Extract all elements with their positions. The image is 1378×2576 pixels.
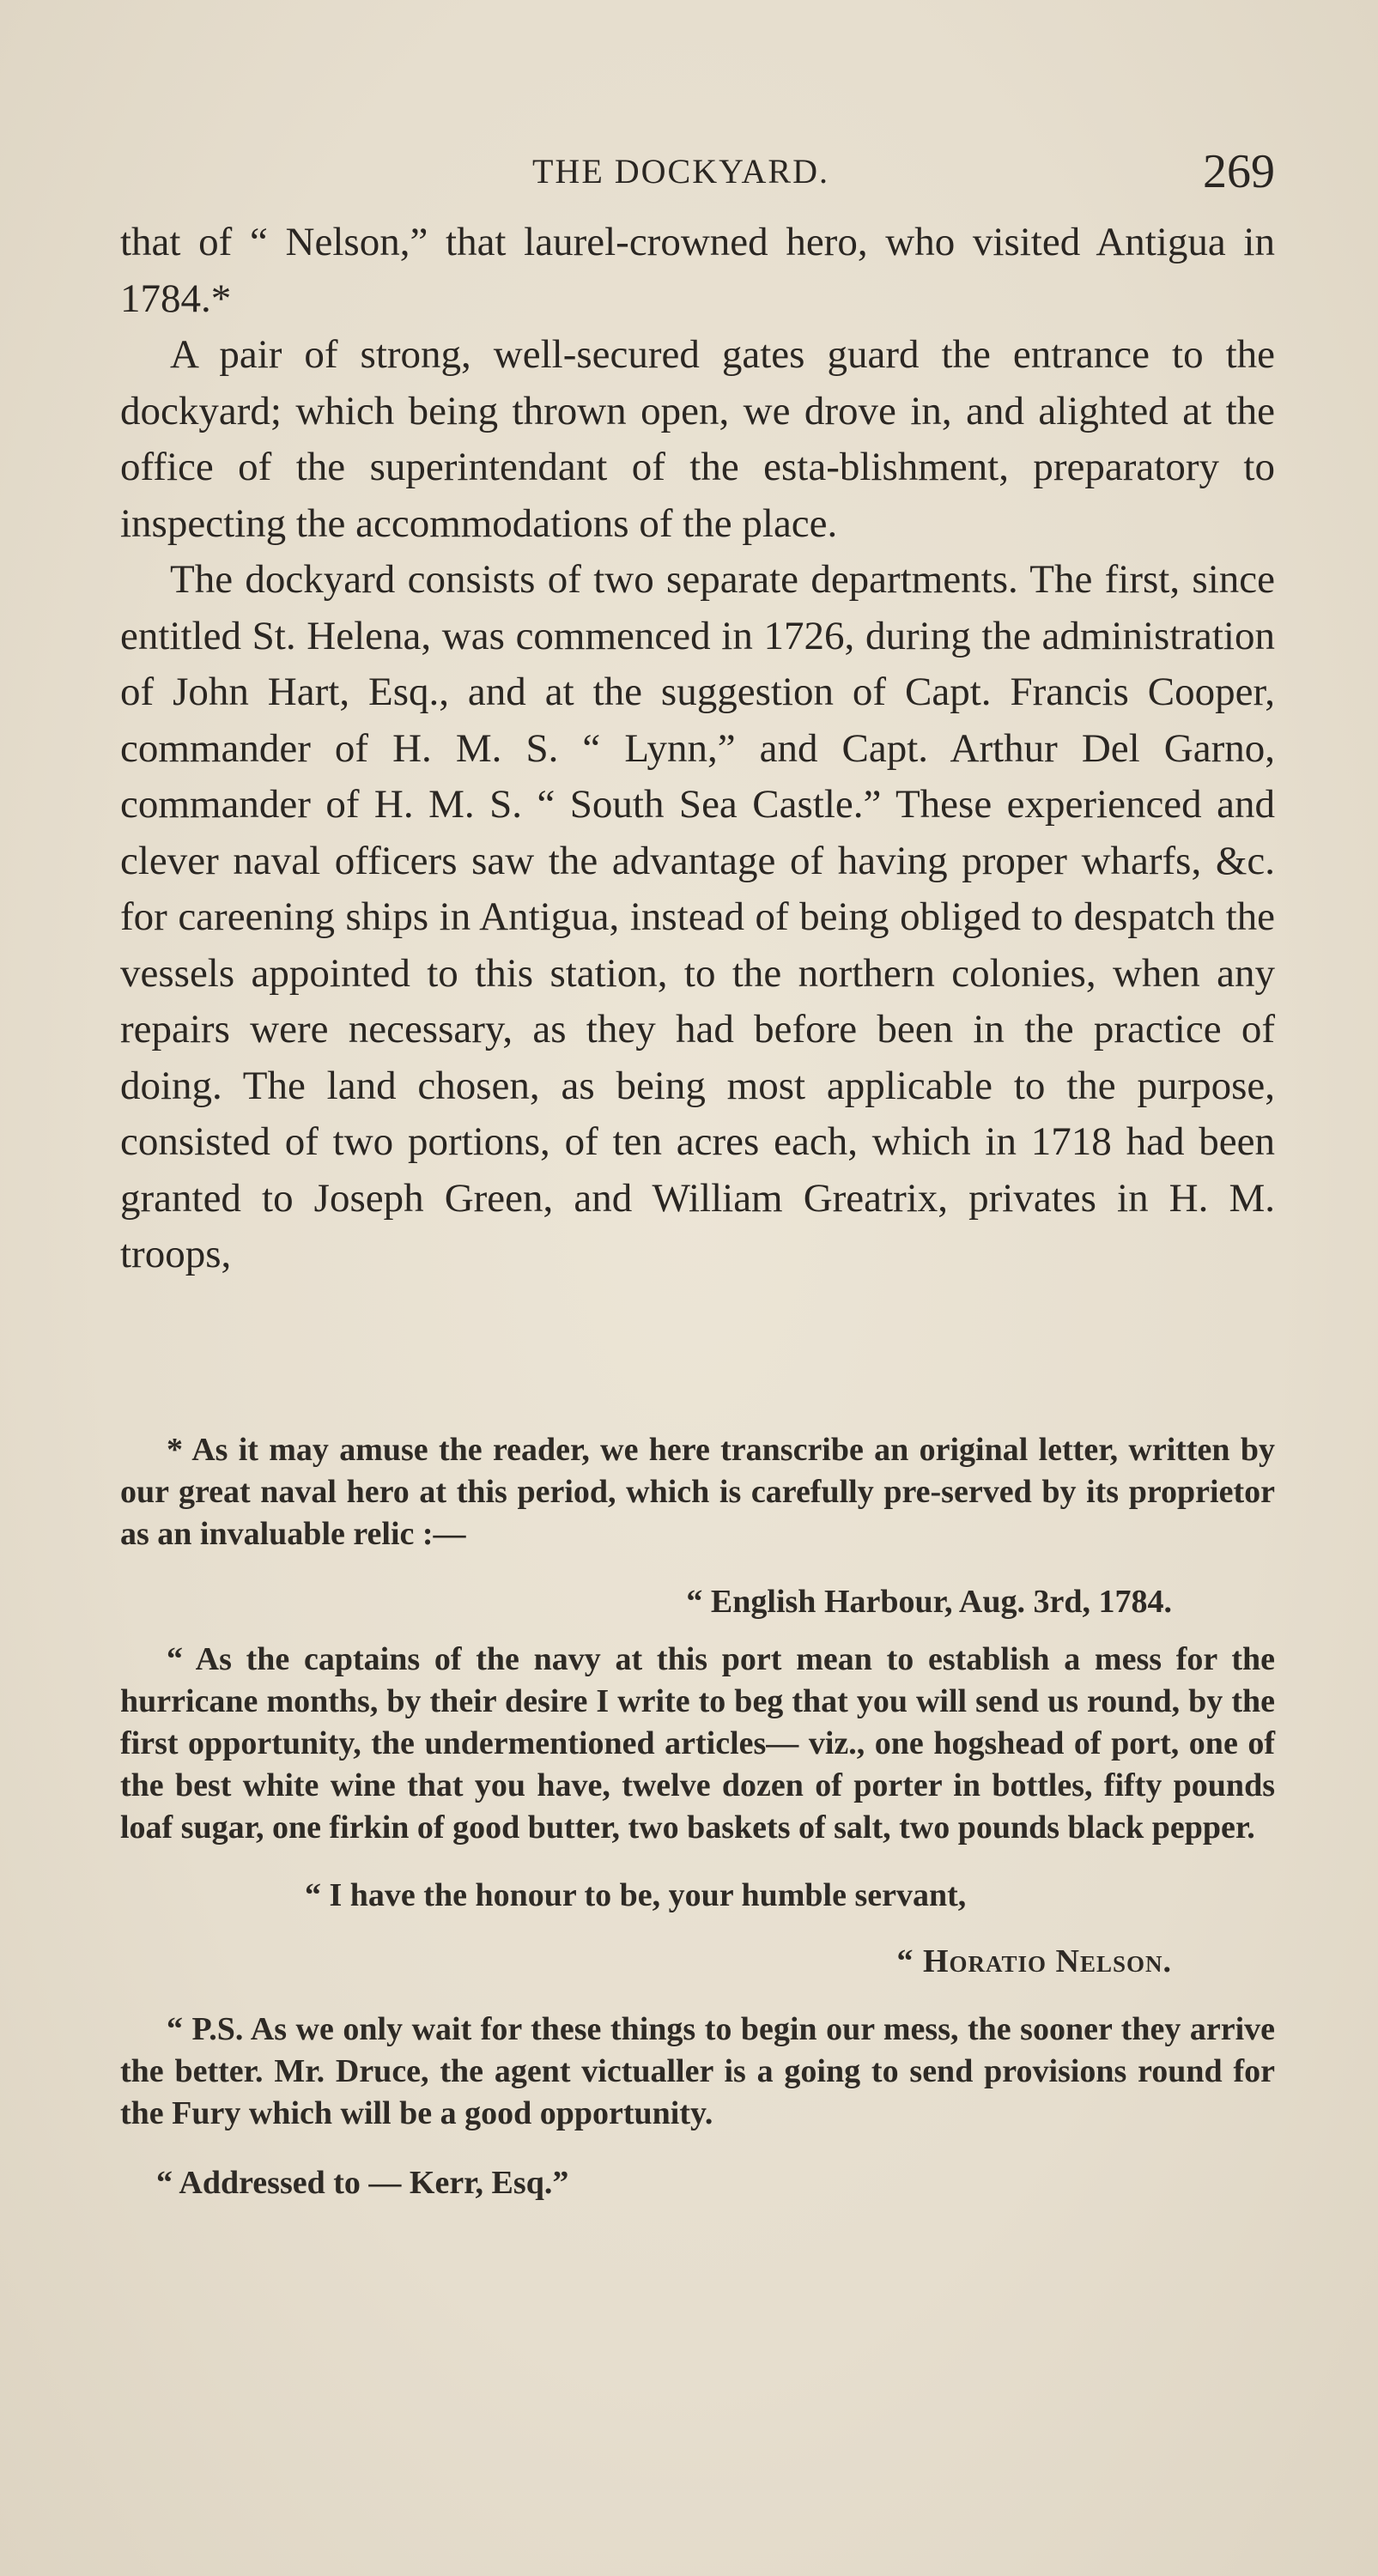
footnote-intro: * As it may amuse the reader, we here transcribe an original letter, written by our great naval hero at this period, which is carefully pre-served by its proprietor as an invaluable relic :— xyxy=(120,1432,1275,1552)
paragraph-continuation: that of “ Nelson,” that laurel-crowned hero, who visited Antigua in 1784.* xyxy=(120,220,1275,321)
footnote xyxy=(120,1429,1275,2204)
main-text xyxy=(120,215,1275,1283)
page-number: 269 xyxy=(1203,145,1275,198)
letter-postscript: “ P.S. As we only wait for these things to begin our mess, the sooner they arrive the better. Mr. Druce, the agent victualler is a going to send provisions round for the Fury which will be a good opportunity. xyxy=(120,2011,1275,2131)
paragraph-gates: A pair of strong, well-secured gates guard the entrance to the dockyard; which being thrown open, we drove in, and alighted at the office of the superintendant of the esta-blishment, preparatory to inspecting the accommodations of the place. xyxy=(120,332,1275,546)
running-title: THE DOCKYARD. xyxy=(532,152,829,191)
letter-address: “ Addressed to — Kerr, Esq.” xyxy=(156,2165,569,2201)
letter-body: “ As the captains of the navy at this port mean to establish a mess for the hurricane months, by their desire I write to beg that you will send us round, by the first opportunity, the undermentioned articles— viz., one hogshead of port, one of the best white wine that you have, twelve dozen of porter in bottles, fifty pounds loaf sugar, one firkin of good butter, two baskets of salt, two pounds black pepper. xyxy=(120,1641,1275,1846)
running-head xyxy=(120,144,1275,196)
letter-closing: “ I have the honour to be, your humble servant, xyxy=(305,1877,967,1913)
letter-signature: “ Horatio Nelson. xyxy=(896,1943,1172,1979)
paragraph-departments: The dockyard consists of two separate departments. The first, since entitled St. Helena, was commenced in 1726, during the administration of John Hart, Esq., and at the suggestion of Capt. Francis Cooper, commander of H. M. S. “ Lynn,” and Capt. Arthur Del Garno, commander of H. M. S. “ South Sea Castle.” These experienced and clever naval officers saw the advantage of having proper wharfs, &c. for careening ships in Antigua, instead of being obliged to despatch the vessels appointed to this station, to the northern colonies, when any repairs were necessary, as they had before been in the practice of doing. The land chosen, as being most applicable to the purpose, consisted of two portions, of ten acres each, which in 1718 had been granted to Joseph Green, and William Greatrix, privates in H. M. troops, xyxy=(120,557,1275,1276)
letter-dateline: “ English Harbour, Aug. 3rd, 1784. xyxy=(686,1584,1172,1620)
